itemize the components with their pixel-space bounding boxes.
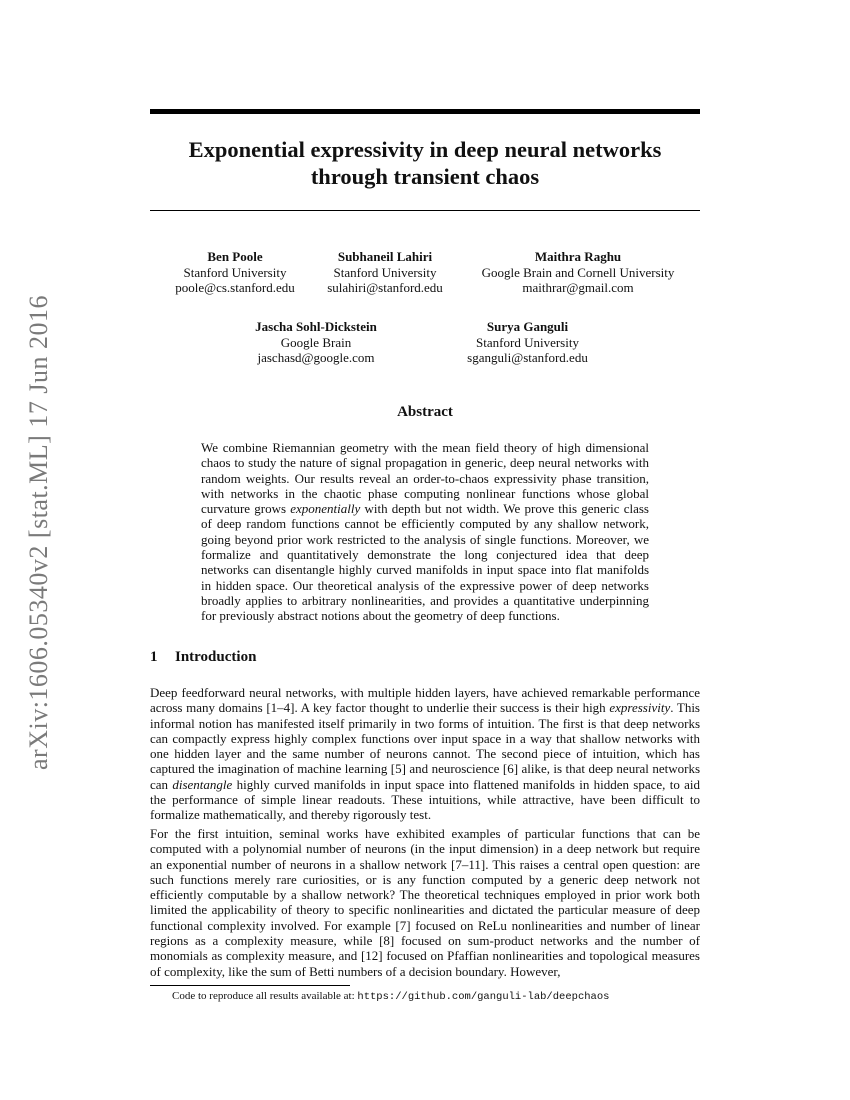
title-bottom-rule: [150, 210, 700, 211]
author-affiliation: Google Brain and Cornell University: [481, 264, 675, 280]
author-block: [310, 249, 460, 296]
author-name: Maithra Raghu: [534, 249, 622, 264]
footnote: [172, 990, 609, 1004]
author-name: Jascha Sohl-Dickstein: [255, 319, 377, 334]
author-affiliation: Stanford University: [183, 264, 287, 280]
abstract-text: [201, 440, 649, 624]
author-affiliation: Google Brain: [280, 334, 352, 350]
author-block: [228, 319, 404, 366]
paragraph-text: highly curved manifolds in input space into flattened manifolds in hidden space, to aid the performance of simple linear readouts. These intuitions, while attractive, have been difficult to formalize mathematically, and thereby rigorously test.: [150, 776, 700, 823]
abstract-heading: Abstract: [397, 404, 453, 420]
author-name: Ben Poole: [207, 249, 263, 264]
title-top-rule: [150, 109, 700, 114]
intro-paragraph: [150, 685, 700, 823]
footnote-url: https://github.com/ganguli-lab/deepchaos: [357, 991, 610, 1003]
footnote-text: Code to reproduce all results available at:: [172, 990, 358, 1002]
footnote-rule: [150, 985, 350, 986]
author-email: jaschasd@google.com: [257, 350, 375, 365]
section-title: Introduction: [175, 649, 257, 665]
paragraph-text: . This informal notion has manifested itself primarily in two forms of intuition. The first is that deep networks can compactly express highly complex functions over input space in a way that shallow networks with one hidden layer and the same number of neurons cannot. The second piece of intuition, which has captured the imagination of machine learning [5] and neuroscience [6] alike, is that deep neural networks can: [150, 700, 700, 792]
abstract-emphasis: exponentially: [290, 501, 361, 517]
paragraph-text: Deep feedforward neural networks, with multiple hidden layers, have achieved remarkable performance across many domains [1–4]. A key factor thought to underlie their success is their high: [150, 685, 700, 716]
intro-paragraph: [150, 826, 700, 979]
author-email: sganguli@stanford.edu: [467, 350, 588, 365]
author-block: [460, 249, 696, 296]
author-affiliation: Stanford University: [333, 264, 437, 280]
author-email: maithrar@gmail.com: [522, 280, 634, 295]
arxiv-identifier-text: arXiv:1606.05340v2 [stat.ML] 17 Jun 2016: [24, 295, 53, 770]
title-line-2: through transient chaos: [310, 164, 540, 189]
section-number: 1: [150, 649, 158, 665]
arxiv-identifier: [24, 290, 60, 770]
emphasis-disentangle: disentangle: [172, 776, 233, 792]
author-affiliation: Stanford University: [476, 334, 579, 350]
emphasis-expressivity: expressivity: [609, 700, 671, 716]
author-block: [455, 319, 600, 366]
abstract-text-part: with depth but not width. We prove this generic class of deep random functions cannot be efficiently computed by any shallow network, going beyond prior work restricted to the analysis of single functions. Moreover, we formalize and quantitatively demonstrate the long conjectured idea that deep networks can disentangle highly curved manifolds in input space into flat manifolds in hidden space. Our theoretical analysis of the expressive power of deep networks broadly applies to arbitrary nonlinearities, and provides a quantitative underpinning for previously abstract notions about the geometry of deep functions.: [201, 501, 649, 624]
author-email: poole@cs.stanford.edu: [175, 280, 295, 295]
author-email: sulahiri@stanford.edu: [327, 280, 443, 295]
author-name: Subhaneil Lahiri: [337, 249, 433, 264]
author-name: Surya Ganguli: [486, 319, 569, 334]
paragraph-text: For the first intuition, seminal works have exhibited examples of particular functions that can be computed with a polynomial number of neurons (in the input dimension) in a deep network but require an exponential number of neurons in a shallow network [7–11]. This raises a central open question: are such functions merely rare curiosities, or is any function computed by a generic deep network not efficiently computable by a shallow network? The theoretical techniques employed in prior work both limited the applicability of theory to specific nonlinearities and dictated the particular measure of deep functional complexity involved. For example [7] focused on ReLu nonlinearities and number of linear regions as a complexity measure, while [8] focused on sum-product networks and the number of monomials as complexity measure, and [12] focused on Pfaffian nonlinearities and topological measures of complexity, like the sum of Betti numbers of a decision boundary. However,: [150, 826, 700, 979]
abstract-text-part: We combine Riemannian geometry with the mean field theory of high dimensional chaos to study the nature of signal propagation in generic, deep neural networks with random weights. Our results reveal an order-to-chaos expressivity phase transition, with networks in the chaotic phase computing nonlinear functions whose global curvature grows: [201, 440, 649, 517]
paper-title: [150, 136, 700, 190]
section-heading: [150, 649, 256, 666]
title-line-1: Exponential expressivity in deep neural networks: [188, 137, 662, 162]
author-block: [160, 249, 310, 296]
